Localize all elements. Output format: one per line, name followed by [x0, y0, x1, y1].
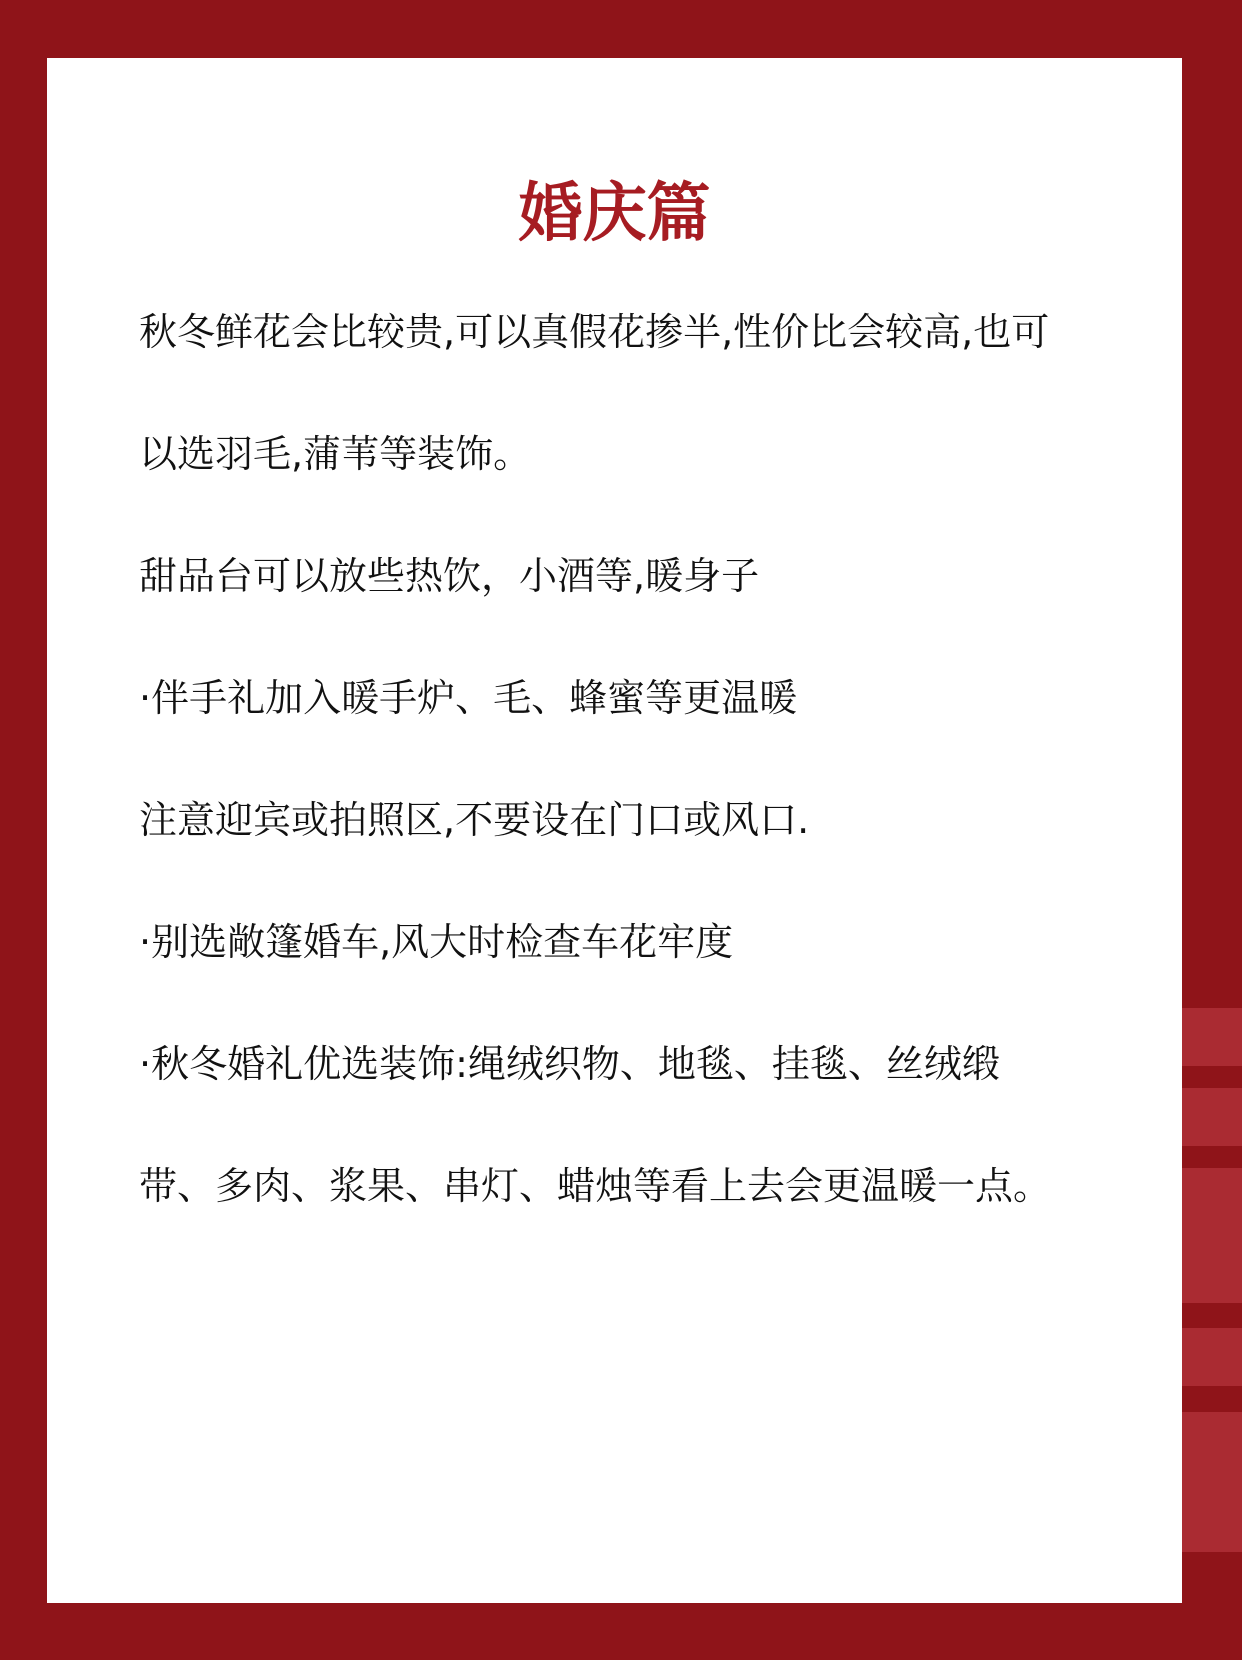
- text-line-2: 以选羽毛,蒲苇等装饰。: [139, 432, 532, 476]
- stripe: [1182, 1412, 1242, 1552]
- content-card: [47, 58, 1182, 1603]
- text-line-4: ·伴手礼加入暖手炉、毛、蜂蜜等更温暖: [139, 676, 798, 720]
- text-line-5: 注意迎宾或拍照区,不要设在门口或风口.: [139, 798, 810, 842]
- text-line-1: 秋冬鲜花会比较贵,可以真假花掺半,性价比会较高,也可: [139, 310, 1050, 354]
- decorative-stripes: [1182, 1000, 1242, 1560]
- page-title: 婚庆篇: [518, 177, 711, 251]
- text-line-7: ·秋冬婚礼优选装饰:绳绒织物、地毯、挂毯、丝绒缎: [139, 1042, 1000, 1086]
- stripe: [1182, 1328, 1242, 1386]
- text-line-8: 带、多肉、浆果、串灯、蜡烛等看上去会更温暖一点。: [139, 1164, 1052, 1208]
- stripe: [1182, 1008, 1242, 1066]
- stripe: [1182, 1088, 1242, 1146]
- text-line-6: ·别选敞篷婚车,风大时检查车花牢度: [139, 920, 734, 964]
- text-line-3: 甜品台可以放些热饮，小酒等,暖身子: [139, 554, 760, 598]
- stripe: [1182, 1168, 1242, 1303]
